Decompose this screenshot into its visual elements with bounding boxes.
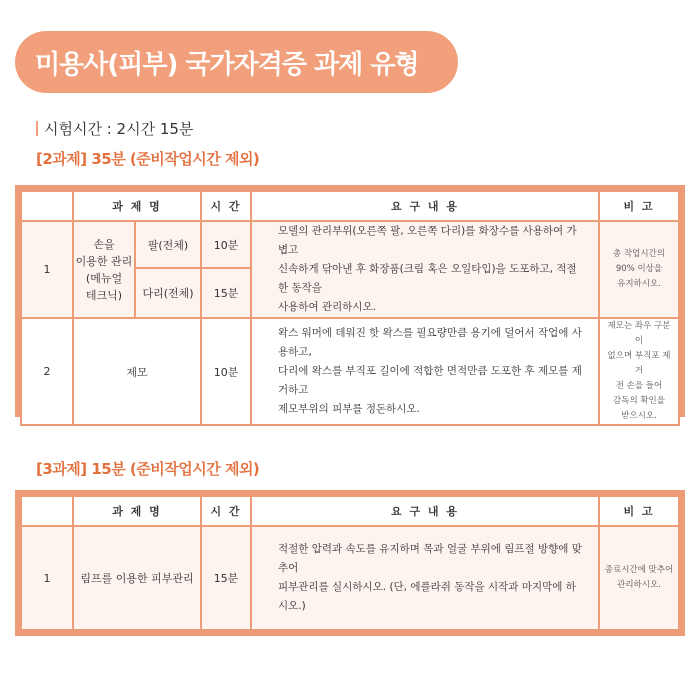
requirement-line: 신속하게 닦아낸 후 화장품(크림 혹은 오일타입)을 도포하고, 적절한 동작을	[278, 263, 577, 294]
note-line: 관리하시오.	[617, 580, 661, 590]
time: 10분	[201, 318, 251, 425]
task-name-line: 이용한 관리	[75, 254, 133, 268]
notes	[599, 221, 679, 318]
row-number: 1	[21, 526, 73, 630]
sub-task-leg: 다리(전체)	[135, 268, 201, 318]
table-row	[21, 318, 679, 425]
table-row	[21, 526, 679, 630]
note-line: 없으며 부직포 제거	[607, 351, 671, 376]
task-name-line: 테크닉)	[85, 288, 123, 302]
accent-bar	[36, 121, 38, 136]
requirement-line: 피부관리를 실시하시오. (단, 에플라쥐 동작을 시작과 마지막에 하시오.)	[278, 581, 576, 612]
header-notes: 비 고	[599, 191, 679, 221]
requirement-line: 왁스 워머에 데워진 핫 왁스를 필요량만큼 용기에 덜어서 작업에 사용하고,	[278, 327, 582, 358]
task-name	[73, 221, 135, 318]
requirement-line: 모델의 관리부위(오른쪽 팔, 오른쪽 다리)를 화장수를 사용하여 가볍고	[278, 225, 577, 256]
requirements	[251, 318, 599, 425]
header-task-name: 과 제 명	[73, 496, 201, 526]
requirement-line: 사용하여 관리하시오.	[278, 301, 376, 313]
notes	[599, 318, 679, 425]
note-line: 받으시오.	[621, 411, 657, 421]
requirements	[251, 221, 599, 318]
requirement-line: 제모부위의 피부를 정돈하시오.	[278, 403, 420, 415]
row-number: 1	[21, 221, 73, 318]
note-line: 제모는 좌우 구분이	[607, 321, 671, 346]
requirements	[251, 526, 599, 630]
note-line: 종료시간에 맞추어	[604, 565, 674, 575]
time-arm: 10분	[201, 221, 251, 268]
table-header-row	[21, 191, 679, 221]
header-notes: 비 고	[599, 496, 679, 526]
note-line: 유지하시오.	[617, 279, 661, 289]
row-number: 2	[21, 318, 73, 425]
time: 15분	[201, 526, 251, 630]
task-name: 제모	[73, 318, 201, 425]
section2-title: [2과제] 35분 (준비작업시간 제외)	[36, 150, 260, 168]
page-title: 미용사(피부) 국가자격증 과제 유형	[35, 49, 419, 80]
requirement-line: 적절한 압력과 속도를 유지하며 목과 얼굴 부위에 림프절 방향에 맞추어	[278, 543, 582, 574]
note-line: 90% 이상을	[615, 264, 663, 274]
note-line: 감독의 확인을	[613, 396, 665, 406]
note-line: 총 작업시간의	[613, 249, 665, 259]
page-title-banner	[15, 31, 458, 93]
exam-time	[36, 118, 193, 139]
header-time: 시 간	[201, 496, 251, 526]
section2-table	[15, 185, 685, 421]
header-task-name: 과 제 명	[73, 191, 201, 221]
header-requirements: 요 구 내 용	[251, 496, 599, 526]
sub-task-arm: 팔(전체)	[135, 221, 201, 268]
task-name-line: (메뉴얼	[85, 271, 123, 285]
note-line: 전 손을 들어	[615, 381, 663, 391]
notes	[599, 526, 679, 630]
header-num	[21, 191, 73, 221]
table-header-row	[21, 496, 679, 526]
section3-table	[15, 490, 685, 636]
header-requirements: 요 구 내 용	[251, 191, 599, 221]
time-leg: 15분	[201, 268, 251, 318]
header-num	[21, 496, 73, 526]
task-name-line: 손을	[93, 237, 115, 251]
exam-time-text: 시험시간 : 2시간 15분	[44, 120, 194, 138]
header-time: 시 간	[201, 191, 251, 221]
task-name: 림프를 이용한 피부관리	[73, 526, 201, 630]
section3-title: [3과제] 15분 (준비작업시간 제외)	[36, 460, 260, 478]
table-row	[21, 221, 679, 268]
requirement-line: 다리에 왁스를 부직포 길이에 적합한 면적만큼 도포한 후 제모를 제거하고	[278, 365, 582, 396]
